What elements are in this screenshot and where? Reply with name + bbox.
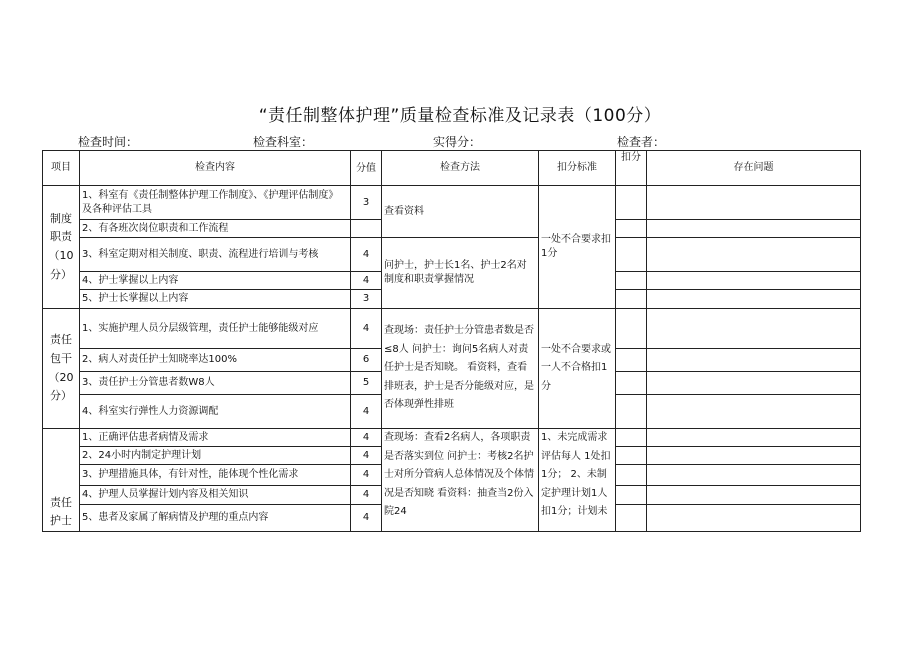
score-cell: 4 bbox=[351, 429, 382, 447]
inspection-time-label: 检查时间： bbox=[78, 135, 139, 149]
issues-cell bbox=[647, 447, 861, 465]
method-cell: 问护士，护士长1名、护士2名对制度和职责掌握情况 bbox=[382, 238, 539, 309]
deduct-cell bbox=[616, 372, 647, 395]
issues-cell bbox=[647, 238, 861, 272]
score-cell: 4 bbox=[351, 505, 382, 532]
header-method: 检查方法 bbox=[382, 151, 539, 186]
deduct-cell bbox=[616, 272, 647, 290]
content-cell: 2、24小时内制定护理计划 bbox=[80, 447, 351, 465]
deduct-standard-cell: 一处不合要求或一人不合格扣1分 bbox=[539, 309, 616, 429]
deduct-standard-cell: 1、未完成需求评估每人 1处扣1分； 2、未制定护理计划1人扣1分；计划未 bbox=[539, 429, 616, 532]
content-cell: 1、实施护理人员分层级管理，责任护士能够能级对应 bbox=[80, 309, 351, 349]
header-row bbox=[43, 151, 861, 186]
content-cell: 5、护士长掌握以上内容 bbox=[80, 290, 351, 309]
issues-cell bbox=[647, 486, 861, 505]
content-cell: 4、护理人员掌握计划内容及相关知识 bbox=[80, 486, 351, 505]
quality-check-table bbox=[42, 150, 861, 532]
issues-cell bbox=[647, 395, 861, 429]
category-cell: 责任包干（20分） bbox=[43, 309, 80, 429]
deduct-cell bbox=[616, 238, 647, 272]
content-cell: 3、科室定期对相关制度、职责、流程进行培训与考核 bbox=[80, 238, 351, 272]
deduct-cell bbox=[616, 429, 647, 447]
deduct-cell bbox=[616, 349, 647, 372]
page-title: “责任制整体护理”质量检查标准及记录表（100分） bbox=[258, 106, 662, 126]
header-issues: 存在问题 bbox=[647, 151, 861, 186]
inspection-dept-label: 检查科室： bbox=[253, 135, 314, 149]
issues-cell bbox=[647, 290, 861, 309]
issues-cell bbox=[647, 349, 861, 372]
header-deduct: 扣分 bbox=[616, 151, 647, 186]
issues-cell bbox=[647, 505, 861, 532]
score-cell: 4 bbox=[351, 309, 382, 349]
score-cell: 6 bbox=[351, 349, 382, 372]
score-cell: 4 bbox=[351, 447, 382, 465]
score-cell bbox=[351, 220, 382, 238]
deduct-cell bbox=[616, 290, 647, 309]
score-cell: 3 bbox=[351, 290, 382, 309]
header-content: 检查内容 bbox=[80, 151, 351, 186]
header-item: 项目 bbox=[43, 151, 80, 186]
score-cell: 4 bbox=[351, 238, 382, 272]
table-row bbox=[43, 238, 861, 272]
deduct-cell bbox=[616, 309, 647, 349]
content-cell: 4、护士掌握以上内容 bbox=[80, 272, 351, 290]
issues-cell bbox=[647, 309, 861, 349]
content-cell: 2、有各班次岗位职责和工作流程 bbox=[80, 220, 351, 238]
score-cell: 4 bbox=[351, 486, 382, 505]
category-cell: 制度职责（10分） bbox=[43, 186, 80, 309]
method-cell: 查看资料 bbox=[382, 186, 539, 238]
deduct-cell bbox=[616, 395, 647, 429]
issues-cell bbox=[647, 372, 861, 395]
header-score: 分值 bbox=[351, 151, 382, 186]
score-cell: 4 bbox=[351, 395, 382, 429]
deduct-cell bbox=[616, 186, 647, 220]
method-cell: 查现场：查看2名病人，各项职责是否落实到位 问护士：考核2名护士对所分管病人总体情况及个体情况是否知晓 看资料：抽查当2份入院24 bbox=[382, 429, 539, 532]
score-cell: 3 bbox=[351, 186, 382, 220]
deduct-cell bbox=[616, 220, 647, 238]
content-cell: 1、正确评估患者病情及需求 bbox=[80, 429, 351, 447]
deduct-cell bbox=[616, 447, 647, 465]
score-cell: 5 bbox=[351, 372, 382, 395]
category-cell: 责任护士 bbox=[43, 429, 80, 532]
content-cell: 3、责任护士分管患者数W8人 bbox=[80, 372, 351, 395]
table-row bbox=[43, 429, 861, 447]
table-row bbox=[43, 186, 861, 220]
table-row bbox=[43, 309, 861, 349]
content-cell: 5、患者及家属了解病情及护理的重点内容 bbox=[80, 505, 351, 532]
issues-cell bbox=[647, 186, 861, 220]
method-cell: 查现场：责任护士分管患者数是否≤8人 问护士：询问5名病人对责任护士是否知晓。 看资料，查看排班表，护士是否分能级对应，是否体现弹性排班 bbox=[382, 309, 539, 429]
content-cell: 3、护理措施具体，有针对性，能体现个性化需求 bbox=[80, 465, 351, 486]
issues-cell bbox=[647, 220, 861, 238]
content-cell: 1、科室有《责任制整体护理工作制度》、《护理评估制度》及各种评估工具 bbox=[80, 186, 351, 220]
deduct-standard-cell: 一处不合要求扣1分 bbox=[539, 186, 616, 309]
deduct-cell bbox=[616, 465, 647, 486]
score-cell: 4 bbox=[351, 465, 382, 486]
issues-cell bbox=[647, 272, 861, 290]
issues-cell bbox=[647, 465, 861, 486]
content-cell: 2、病人对责任护士知晓率达100% bbox=[80, 349, 351, 372]
actual-score-label: 实得分： bbox=[433, 135, 482, 149]
content-cell: 4、科室实行弹性人力资源调配 bbox=[80, 395, 351, 429]
issues-cell bbox=[647, 429, 861, 447]
inspector-label: 检查者： bbox=[617, 135, 666, 149]
header-deduct-standard: 扣分标准 bbox=[539, 151, 616, 186]
deduct-cell bbox=[616, 486, 647, 505]
score-cell: 4 bbox=[351, 272, 382, 290]
deduct-cell bbox=[616, 505, 647, 532]
